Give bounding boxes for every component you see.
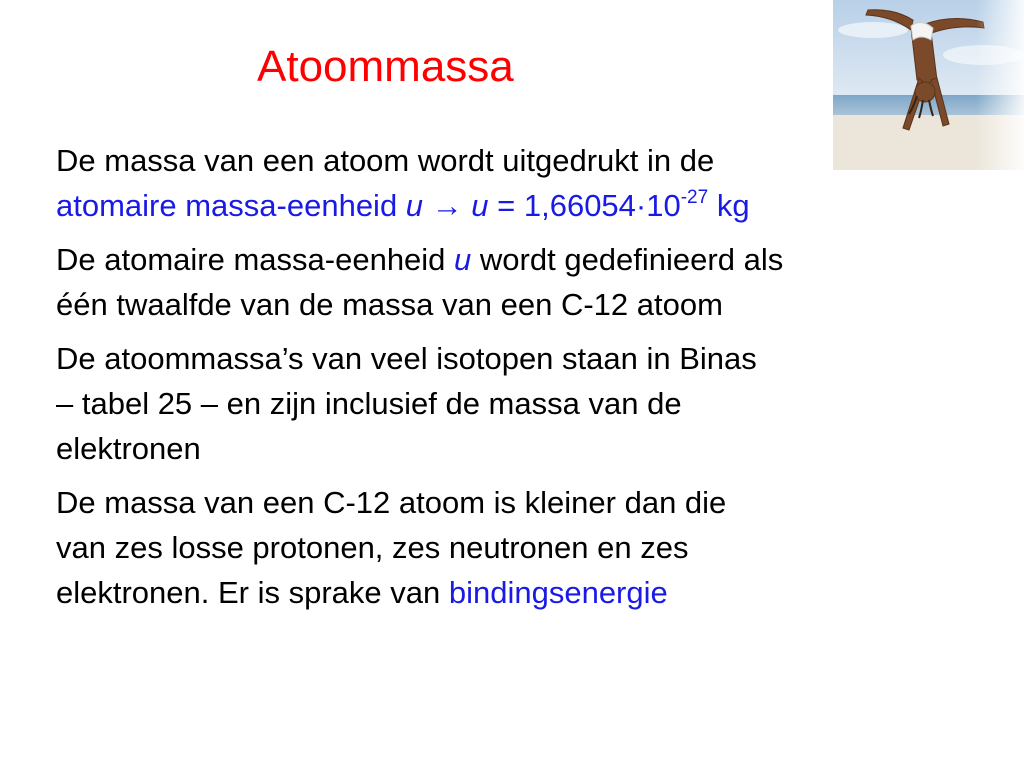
paragraph-binas: [56, 336, 1006, 471]
unit-name: atomaire massa-eenheid: [56, 188, 406, 223]
text-line: De massa van een atoom wordt uitgedrukt in de: [56, 143, 715, 178]
text-line: – tabel 25 – en zijn inclusief de massa van de: [56, 386, 682, 421]
binding-energy-term: bindingsenergie: [448, 575, 668, 610]
text-line: van zes losse protonen, zes neutronen en zes: [56, 530, 689, 565]
arrow-symbol: →: [423, 188, 472, 223]
text-line: De atoommassa’s van veel isotopen staan in Binas: [56, 341, 757, 376]
unit-exponent: -27: [680, 187, 709, 208]
unit-symbol: u: [454, 242, 472, 277]
unit-kg: kg: [708, 188, 750, 223]
text-line: De massa van een C-12 atoom is kleiner dan die: [56, 485, 727, 520]
text-segment: De atomaire massa-eenheid: [56, 242, 455, 277]
text-segment: wordt gedefinieerd als: [471, 242, 784, 277]
unit-value: = 1,66054·10: [488, 188, 681, 223]
slide-title: Atoommassa: [257, 42, 514, 91]
text-line: [56, 237, 1006, 282]
text-line: [56, 570, 1006, 615]
text-segment: elektronen. Er is sprake van: [56, 575, 449, 610]
paragraph-definition: [56, 237, 1006, 327]
unit-symbol: u: [471, 188, 489, 223]
unit-definition-line: [56, 183, 1006, 228]
text-line: één twaalfde van de massa van een C-12 atoom: [56, 287, 723, 322]
paragraph-binding-energy: [56, 480, 1006, 615]
slide-body: [56, 138, 1006, 624]
unit-symbol: u: [405, 188, 424, 223]
paragraph-atomic-mass-unit: [56, 138, 1006, 228]
text-line: elektronen: [56, 431, 201, 466]
